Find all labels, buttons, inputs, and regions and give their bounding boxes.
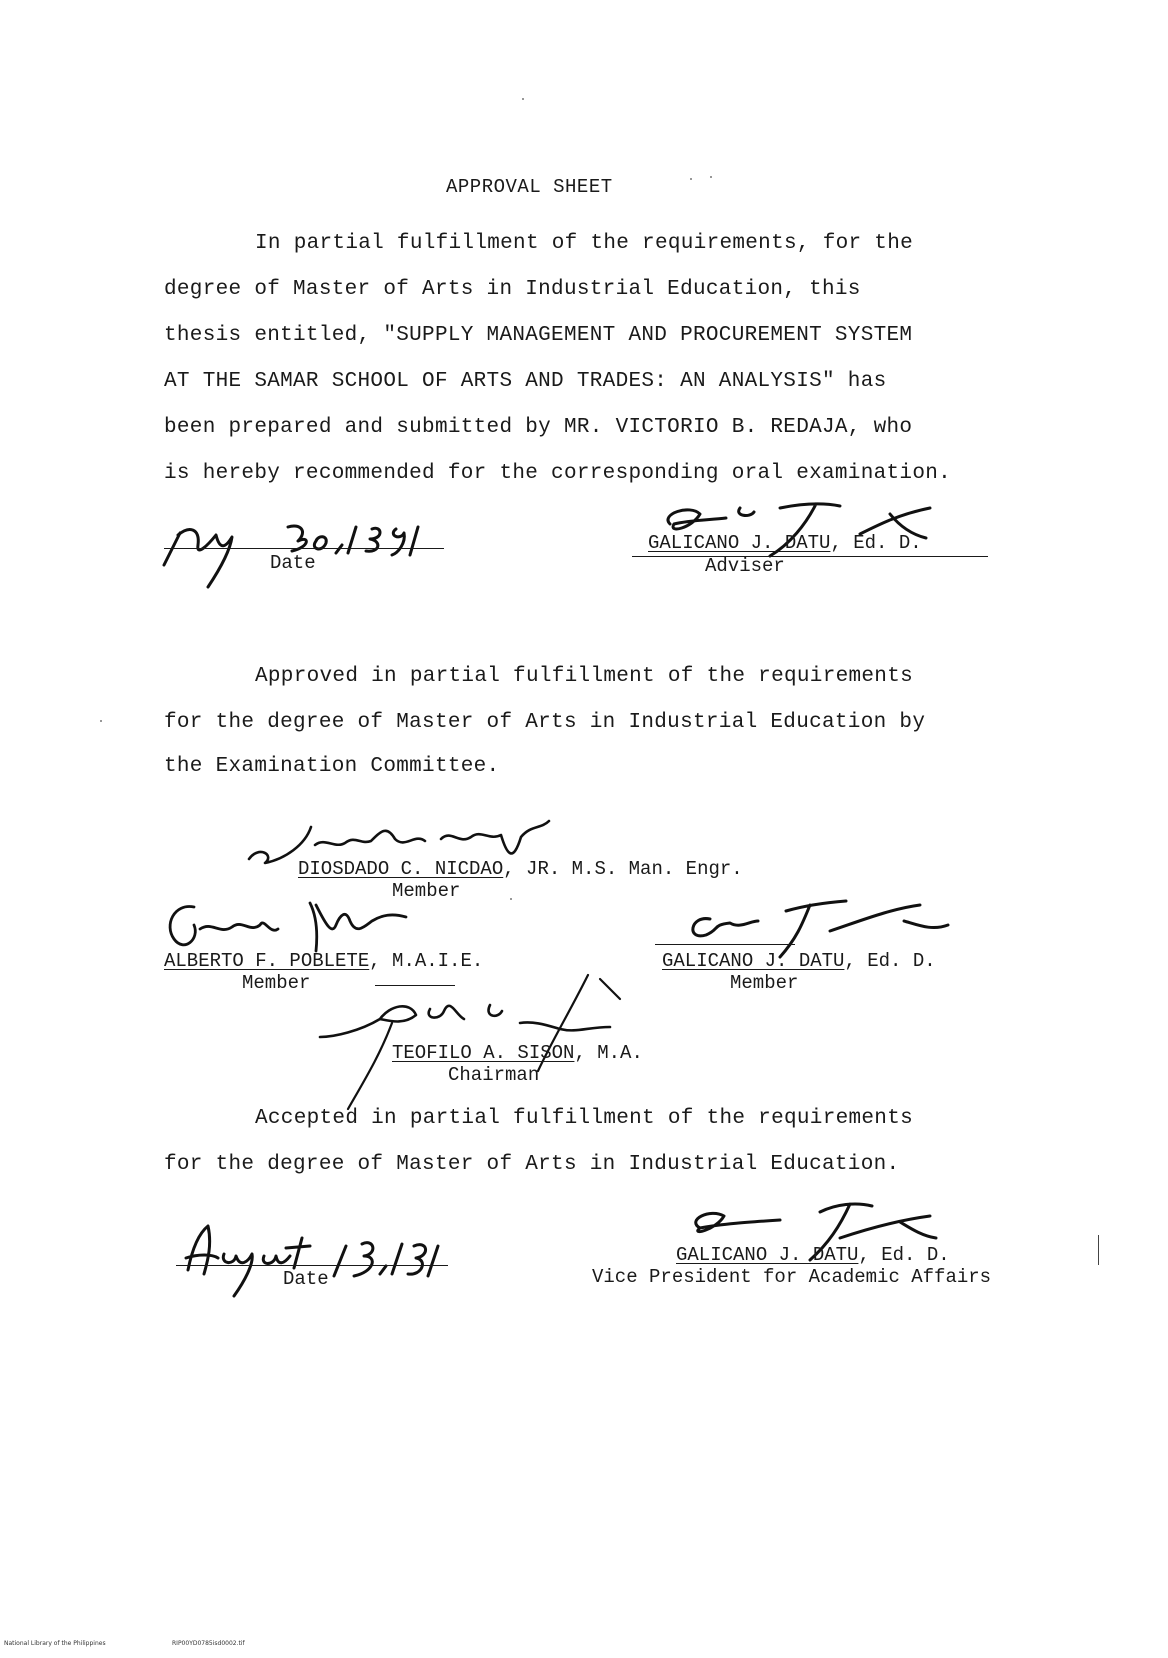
scan-speck <box>690 178 692 180</box>
date-label-2: Date <box>283 1268 329 1290</box>
adviser-degree: , Ed. D. <box>830 532 922 554</box>
member3-rule <box>655 944 795 945</box>
adviser-role: Adviser <box>705 555 785 577</box>
chairman-name-line <box>392 1042 643 1064</box>
paragraph3-line-1: Accepted in partial fulfillment of the requirements <box>255 1107 914 1130</box>
date-rule-1 <box>164 548 444 549</box>
member1-role: Member <box>392 880 461 902</box>
member3-degree: , Ed. D. <box>844 950 936 972</box>
scan-speck <box>522 98 524 100</box>
vp-name-line <box>676 1244 950 1266</box>
handwritten-date-signature <box>160 505 450 595</box>
chairman-role: Chairman <box>448 1064 540 1086</box>
paragraph3-line-2: for the degree of Master of Arts in Industrial Education. <box>164 1153 900 1176</box>
paragraph2-line-3: the Examination Committee. <box>164 755 500 778</box>
document-title: APPROVAL SHEET <box>446 176 613 198</box>
member3-role: Member <box>730 972 799 994</box>
member1-name-line <box>298 858 743 880</box>
member3-name-line <box>662 950 936 972</box>
vp-name: GALICANO J. DATU <box>676 1244 859 1266</box>
vp-role: Vice President for Academic Affairs <box>592 1266 992 1288</box>
adviser-name-line <box>648 532 922 554</box>
paragraph1-line-3: thesis entitled, "SUPPLY MANAGEMENT AND PROCUREMENT SYSTEM <box>164 324 913 347</box>
scan-speck <box>510 898 512 900</box>
date-label-1: Date <box>270 552 316 574</box>
member2-role: Member <box>242 972 311 994</box>
paragraph1-line-6: is hereby recommended for the corresponding oral examination. <box>164 462 952 485</box>
member2-name-line <box>164 950 483 972</box>
footer-right: RIP00YD0785isd0002.tif <box>172 1640 245 1647</box>
date-rule-2 <box>176 1265 448 1266</box>
chairman-name: TEOFILO A. SISON <box>392 1042 575 1064</box>
scan-speck <box>100 720 102 722</box>
paragraph1-line-4: AT THE SAMAR SCHOOL OF ARTS AND TRADES: AN ANALYSIS" has <box>164 370 887 393</box>
scan-speck <box>710 176 712 178</box>
member1-name: DIOSDADO C. NICDAO <box>298 858 504 880</box>
footer-left: National Library of the Philippines <box>4 1640 106 1647</box>
paragraph2-line-1: Approved in partial fulfillment of the requirements <box>255 665 914 688</box>
paragraph2-line-2: for the degree of Master of Arts in Industrial Education by <box>164 711 926 734</box>
member3-name: GALICANO J. DATU <box>662 950 845 972</box>
adviser-name: GALICANO J. DATU <box>648 532 831 554</box>
member2-rule <box>375 985 455 986</box>
paragraph1-line-1: In partial fulfillment of the requirements, for the <box>255 232 914 255</box>
adviser-rule <box>632 556 988 557</box>
chairman-degree: , M.A. <box>574 1042 643 1064</box>
member2-name: ALBERTO F. POBLETE <box>164 950 370 972</box>
margin-mark <box>1098 1235 1099 1265</box>
member1-degree: , JR. M.S. Man. Engr. <box>503 858 743 880</box>
paragraph1-line-2: degree of Master of Arts in Industrial Education, this <box>164 278 861 301</box>
paragraph1-line-5: been prepared and submitted by MR. VICTORIO B. REDAJA, who <box>164 416 913 439</box>
member2-degree: , M.A.I.E. <box>369 950 484 972</box>
vp-degree: , Ed. D. <box>858 1244 950 1266</box>
